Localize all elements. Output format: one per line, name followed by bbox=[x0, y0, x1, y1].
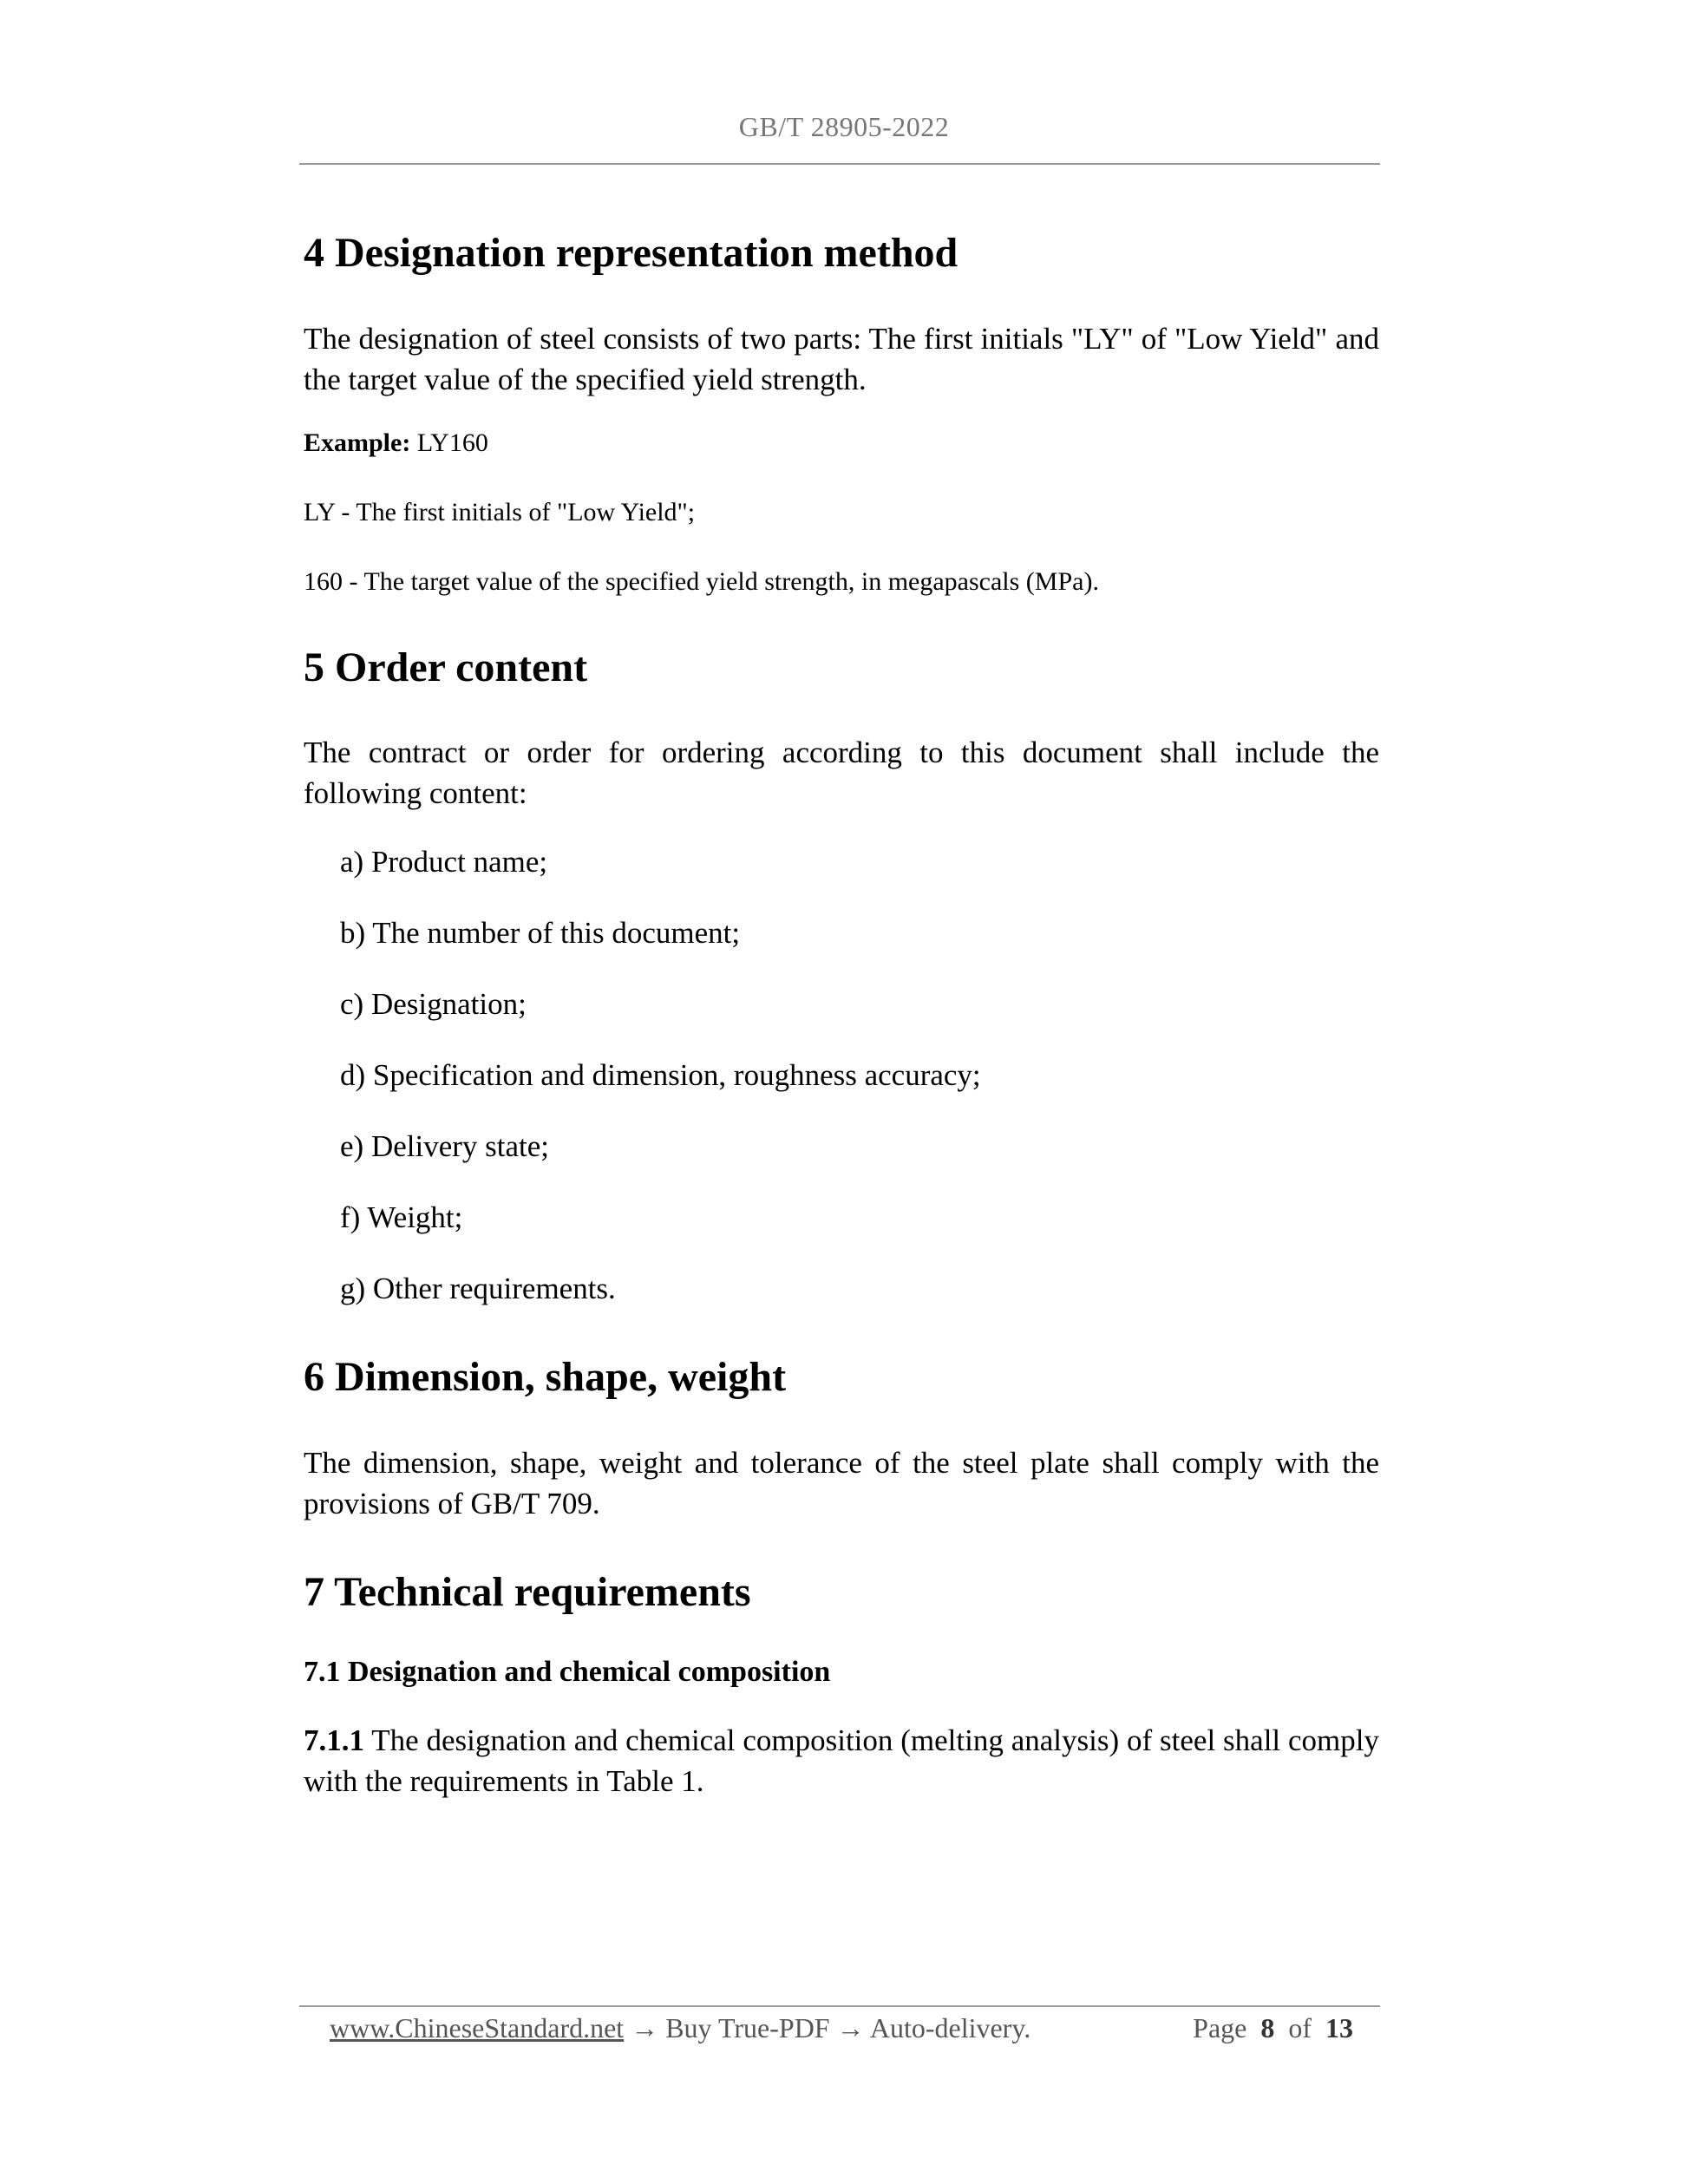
clause-7-1-1 bbox=[304, 1720, 1379, 1801]
list-item: g) Other requirements. bbox=[340, 1272, 616, 1306]
list-item: e) Delivery state; bbox=[340, 1129, 550, 1164]
list-item: d) Specification and dimension, roughness accuracy; bbox=[340, 1058, 981, 1093]
section-6-heading: 6 Dimension, shape, weight bbox=[304, 1354, 787, 1401]
header-doc-number: GB/T 28905-2022 bbox=[738, 111, 950, 142]
page-label: Page bbox=[1193, 2012, 1247, 2043]
header-divider bbox=[299, 163, 1380, 165]
buy-true-pdf-text: Buy True-PDF bbox=[665, 2012, 830, 2043]
section-6-paragraph: The dimension, shape, weight and tolerance of the steel plate shall comply with the provisions of GB/T 709. bbox=[304, 1445, 1379, 1520]
section-5-heading: 5 Order content bbox=[304, 644, 588, 690]
page-current: 8 bbox=[1260, 2012, 1275, 2043]
note-160: 160 - The target value of the specified yield strength, in megapascals (MPa). bbox=[304, 566, 1099, 596]
list-item: a) Product name; bbox=[340, 845, 548, 879]
page-total: 13 bbox=[1325, 2012, 1353, 2043]
page-content bbox=[304, 221, 1379, 1801]
page-of: of bbox=[1288, 2012, 1312, 2043]
example-value: LY160 bbox=[410, 428, 488, 457]
section-7-1-heading: 7.1 Designation and chemical composition bbox=[304, 1656, 831, 1689]
section-5-paragraph: The contract or order for ordering according to this document shall include the following content: bbox=[304, 736, 1379, 811]
note-ly: LY - The first initials of "Low Yield"; bbox=[304, 497, 696, 526]
example-label: Example: bbox=[304, 428, 411, 457]
list-item: b) The number of this document; bbox=[340, 916, 741, 951]
section-4-paragraph: The designation of steel consists of two parts: The first initials "LY" of "Low Yield" and the target value of the specified yield strength. bbox=[304, 321, 1379, 396]
auto-delivery-text: Auto-delivery. bbox=[869, 2012, 1031, 2043]
section-7-heading: 7 Technical requirements bbox=[304, 1568, 751, 1615]
list-item: c) Designation; bbox=[340, 987, 527, 1022]
page-counter bbox=[1193, 2007, 1353, 2049]
list-item: f) Weight; bbox=[340, 1200, 463, 1235]
clause-text: The designation and chemical composition (melting analysis) of steel shall comply with the requirements in Table 1. bbox=[304, 1723, 1379, 1798]
arrow-right-icon: → bbox=[624, 2012, 666, 2043]
example-line bbox=[304, 426, 1379, 461]
website-link[interactable]: www.ChineseStandard.net bbox=[330, 2012, 625, 2043]
section-4-heading: 4 Designation representation method bbox=[304, 230, 958, 276]
clause-number: 7.1.1 bbox=[304, 1723, 364, 1757]
arrow-right-icon: → bbox=[829, 2012, 870, 2043]
footer bbox=[330, 2007, 1353, 2049]
